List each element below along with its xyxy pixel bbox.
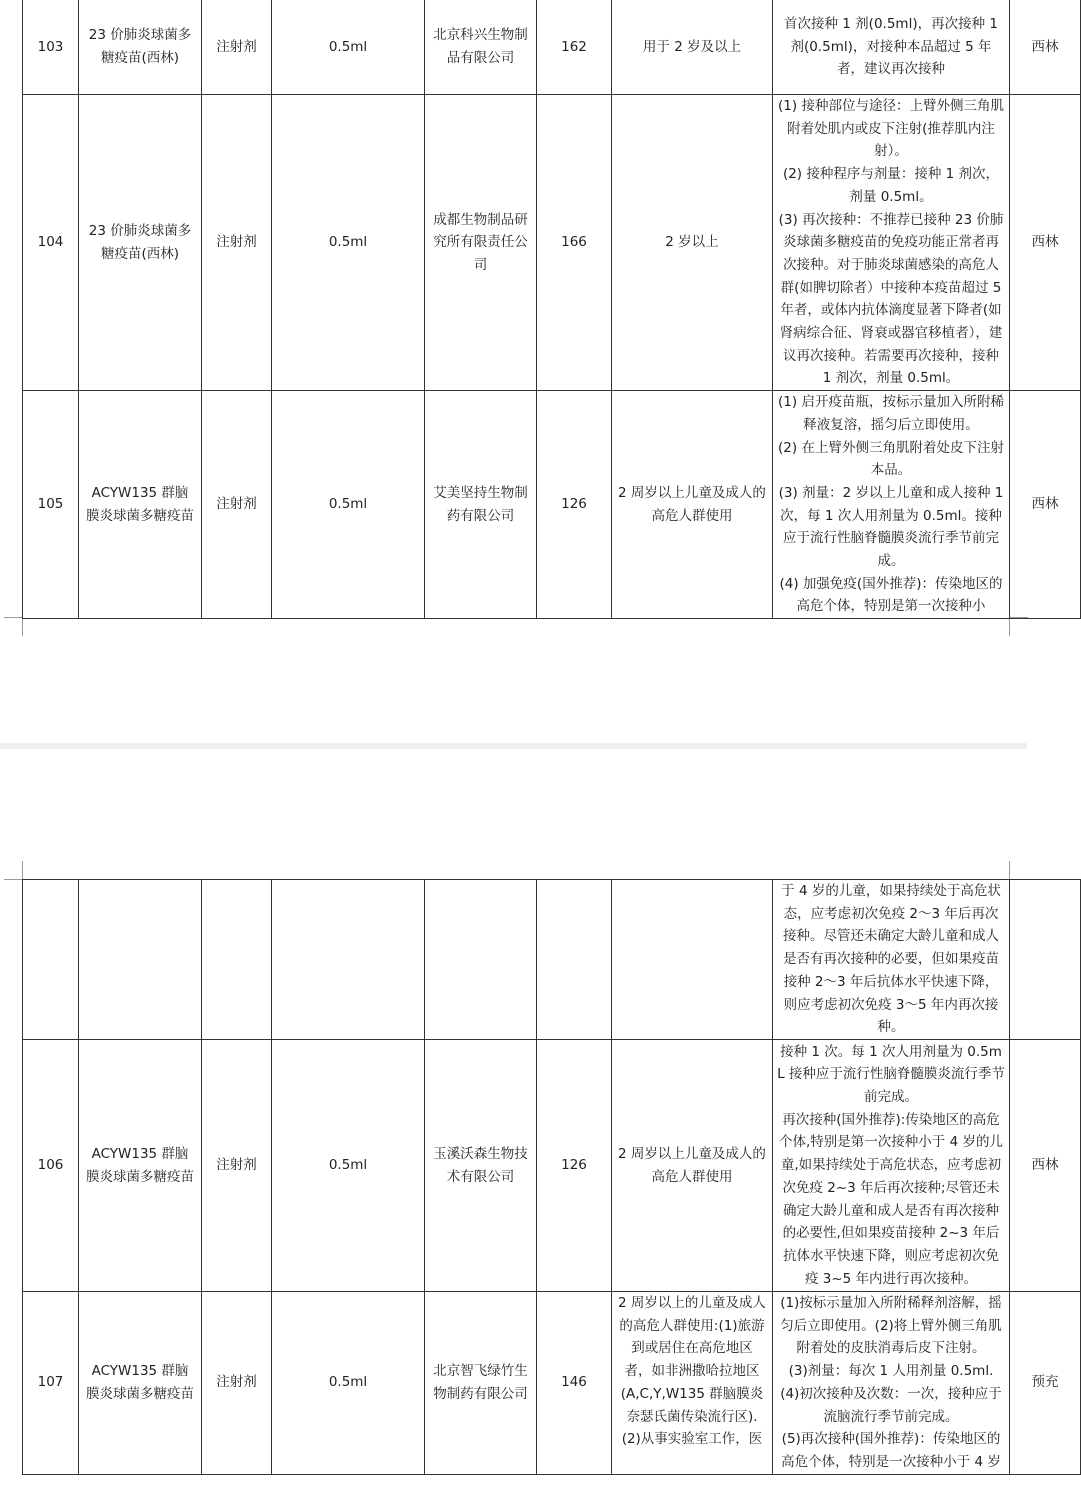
row-number: 103 [23,0,79,95]
row-number: 107 [23,1292,79,1475]
manufacturer [425,880,537,1040]
target-population: 2 周岁以上儿童及成人的高危人群使用 [612,1040,773,1292]
dosage-form: 注射剂 [202,95,272,391]
vaccine-name: ACYW135 群脑膜炎球菌多糖疫苗 [79,1040,202,1292]
crop-mark [4,617,23,636]
usage-paragraph: 于 4 岁的儿童，如果持续处于高危状态，应考虑初次免疫 2～3 年后再次接种。尽管还未确定大龄儿童和成人是否有再次接种的必要，但如果疫苗接种 2～3 年后抗体水平快速下降，则应考虑初次免疫 3～5 年内再次接种。 [781,883,1001,1036]
usage-paragraph: (1) 启开疫苗瓶，按标示量加入所附稀释液复溶，摇匀后立即使用。 [778,394,1004,433]
note-tag: 西林 [1010,95,1081,391]
note-tag: 西林 [1010,0,1081,95]
target-population: 2 周岁以上的儿童及成人的高危人群使用:(1)旅游到或居住在高危地区者，如非洲撒哈拉地区(A,C,Y,W135 群脑膜炎奈瑟氏菌传染流行区).(2)从事实验室工作，医 [612,1292,773,1475]
vaccine-name [79,880,202,1040]
vaccine-name: ACYW135 群脑膜炎球菌多糖疫苗 [79,391,202,619]
usage-paragraph: (1) 接种部位与途径：上臂外侧三角肌附着处肌内或皮下注射(推荐肌内注射）。 [778,98,1004,160]
usage-paragraph: (3)剂量：每次 1 人用剂量 0.5ml. [788,1363,994,1380]
manufacturer: 北京科兴生物制品有限公司 [425,0,537,95]
usage-paragraph: (2) 接种程序与剂量：接种 1 剂次，剂量 0.5ml。 [782,166,1000,205]
usage-paragraph: (3) 再次接种：不推荐已接种 23 价肺炎球菌多糖疫苗的免疫功能正常者再次接种。对于肺炎球菌感染的高危人群(如脾切除者）中接种本疫苗超过 5 年者，或体内抗体滴度显著下降者(如肾病综合征、肾衰或器官移植者），建议再次接种。若需要再次接种，接种 1 剂次，剂量 0.5ml。 [778,211,1004,387]
table-row [23,0,1081,95]
price-code: 146 [537,1292,612,1475]
table-row [23,1292,1081,1475]
usage-description [773,1040,1010,1292]
specification: 0.5ml [272,391,425,619]
usage-paragraph: (1)按标示量加入所附稀释剂溶解，摇匀后立即使用。(2)将上臂外侧三角肌附着处的皮肤消毒后皮下注射。 [780,1295,1002,1357]
table-row [23,1040,1081,1292]
crop-mark [1009,617,1028,636]
dosage-form [202,880,272,1040]
manufacturer: 北京智飞绿竹生物制药有限公司 [425,1292,537,1475]
dosage-form: 注射剂 [202,391,272,619]
vaccine-name: 23 价肺炎球菌多糖疫苗(西林) [79,95,202,391]
row-number: 104 [23,95,79,391]
dosage-form: 注射剂 [202,1292,272,1475]
dosage-form: 注射剂 [202,1040,272,1292]
usage-description [773,391,1010,619]
table-row [23,95,1081,391]
note-tag: 西林 [1010,1040,1081,1292]
usage-paragraph: 首次接种 1 剂(0.5ml)，再次接种 1 剂(0.5ml)，对接种本品超过 5 年者，建议再次接种 [784,15,998,78]
vaccine-table-page-1 [22,0,1081,619]
price-code [537,880,612,1040]
vaccine-name: ACYW135 群脑膜炎球菌多糖疫苗 [79,1292,202,1475]
crop-mark [1009,861,1028,880]
specification: 0.5ml [272,1040,425,1292]
document-page-2 [0,749,1059,1491]
usage-description [773,1292,1010,1475]
usage-paragraph: 再次接种(国外推荐):传染地区的高危个体,特别是第一次接种小于 4 岁的儿童,如果持续处于高危状态，应考虑初次免疫 2~3 年后再次接种;尽管还未确定大龄儿童和成人是否有再次接种的必要性,但如果疫苗接种 2~3 年后抗体水平快速下降，则应考虑初次免疫 3~5 年内进行再次接种。 [779,1111,1003,1287]
usage-paragraph: (2) 在上臂外侧三角肌附着处皮下注射本品。 [778,439,1004,479]
vaccine-table-page-2 [22,879,1081,1475]
manufacturer: 艾美坚持生物制药有限公司 [425,391,537,619]
target-population [612,880,773,1040]
usage-paragraph: (4) 加强免疫(国外推荐)：传染地区的高危个体，特别是第一次接种小 [779,575,1003,615]
usage-description [773,95,1010,391]
specification: 0.5ml [272,95,425,391]
specification [272,880,425,1040]
note-tag: 预充 [1010,1292,1081,1475]
table-row [23,391,1081,619]
usage-paragraph: (3) 剂量：2 岁以上儿童和成人接种 1 次，每 1 次人用剂量为 0.5ml。接种应于流行性脑脊髓膜炎流行季节前完成。 [778,484,1004,570]
target-population: 2 岁以上 [612,95,773,391]
price-code: 166 [537,95,612,391]
table-row [23,880,1081,1040]
row-number: 106 [23,1040,79,1292]
dosage-form: 注射剂 [202,0,272,95]
crop-mark [4,861,23,880]
vaccine-name: 23 价肺炎球菌多糖疫苗(西林) [79,0,202,95]
note-tag: 西林 [1010,391,1081,619]
usage-description [773,880,1010,1040]
specification: 0.5ml [272,0,425,95]
target-population: 用于 2 岁及以上 [612,0,773,95]
target-population: 2 周岁以上儿童及成人的高危人群使用 [612,391,773,619]
note-tag [1010,880,1081,1040]
usage-paragraph: (4)初次接种及次数：一次，接种应于流脑流行季节前完成。 [780,1385,1002,1425]
usage-paragraph: 接种 1 次。每 1 次人用剂量为 0.5mL 接种应于流行性脑脊髓膜炎流行季节前完成。 [777,1043,1005,1106]
usage-paragraph: (5)再次接种(国外推荐)：传染地区的高危个体，特别是一次接种小于 4 岁 [781,1431,1001,1470]
row-number: 105 [23,391,79,619]
price-code: 126 [537,391,612,619]
row-number [23,880,79,1040]
specification: 0.5ml [272,1292,425,1475]
manufacturer: 玉溪沃森生物技术有限公司 [425,1040,537,1292]
price-code: 162 [537,0,612,95]
document-page-1 [0,0,1059,740]
price-code: 126 [537,1040,612,1292]
manufacturer: 成都生物制品研究所有限责任公司 [425,95,537,391]
usage-description [773,0,1010,95]
